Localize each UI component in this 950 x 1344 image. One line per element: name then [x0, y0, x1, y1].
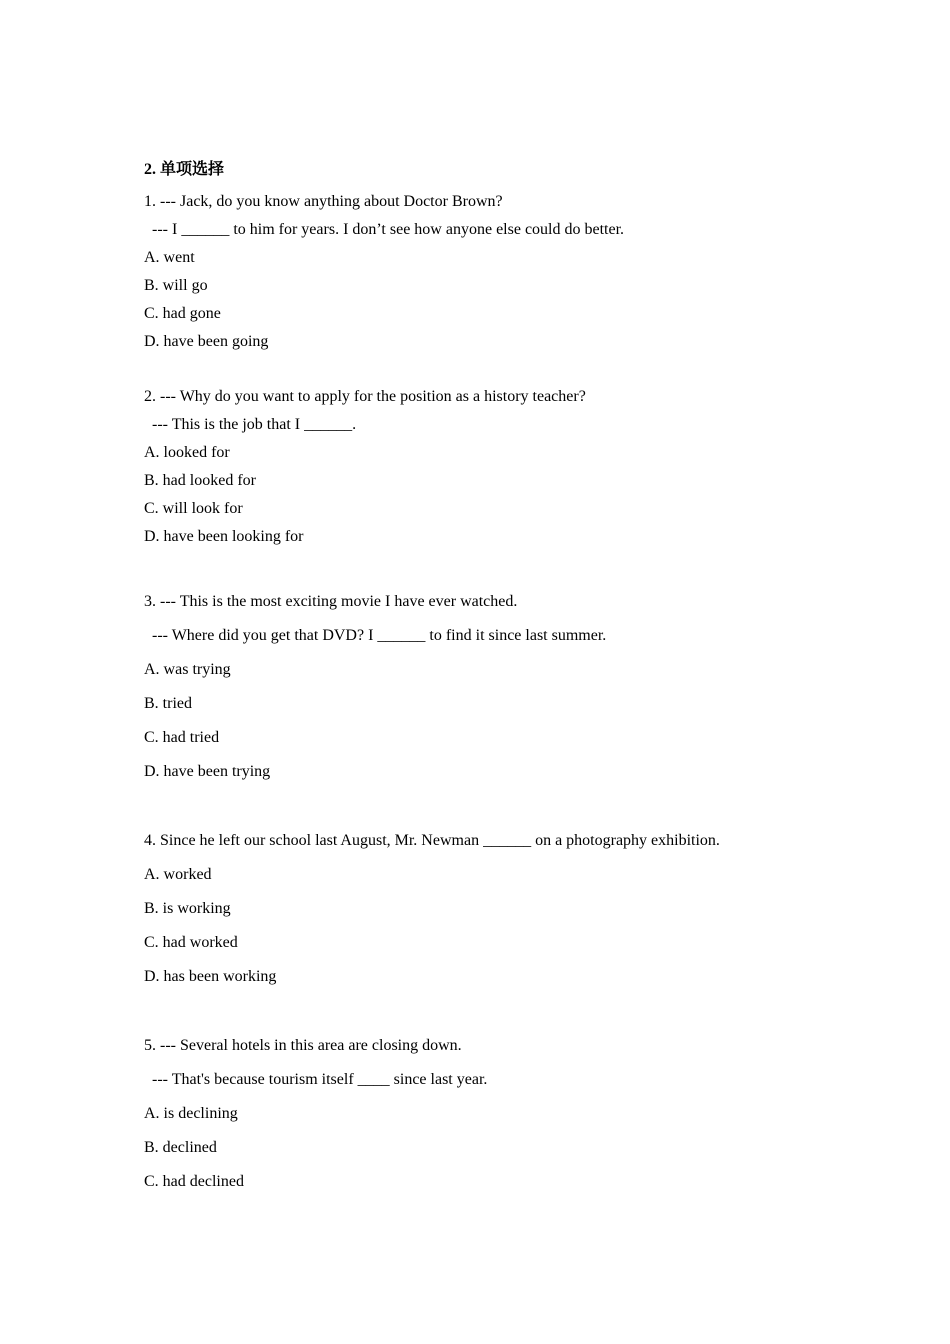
question-3-option-b: B. tried	[144, 695, 192, 712]
question-3-option-a: A. was trying	[144, 661, 231, 678]
question-1-option-b: B. will go	[144, 277, 208, 294]
question-2-option-d: D. have been looking for	[144, 528, 304, 545]
question-2-stem: 2. --- Why do you want to apply for the position as a history teacher?	[144, 388, 586, 405]
question-2-option-a: A. looked for	[144, 444, 230, 461]
question-2-option-b: B. had looked for	[144, 472, 256, 489]
question-4-option-c: C. had worked	[144, 934, 238, 951]
question-5-option-c: C. had declined	[144, 1173, 244, 1190]
question-2-reply: --- This is the job that I ______.	[152, 416, 357, 433]
question-4-option-a: A. worked	[144, 866, 212, 883]
question-1-stem: 1. --- Jack, do you know anything about Doctor Brown?	[144, 193, 503, 210]
question-5-option-b: B. declined	[144, 1139, 217, 1156]
question-1-reply: --- I ______ to him for years. I don’t see how anyone else could do better.	[152, 221, 625, 238]
question-1-option-a: A. went	[144, 249, 195, 266]
question-1-option-d: D. have been going	[144, 333, 269, 350]
section-title: 2. 单项选择	[144, 161, 225, 178]
question-5-stem: 5. --- Several hotels in this area are closing down.	[144, 1037, 462, 1054]
question-2-option-c: C. will look for	[144, 500, 243, 517]
question-4-option-d: D. has been working	[144, 968, 277, 985]
question-1-option-c: C. had gone	[144, 305, 221, 322]
question-3-stem: 3. --- This is the most exciting movie I have ever watched.	[144, 593, 518, 610]
question-5-option-a: A. is declining	[144, 1105, 238, 1122]
question-5-reply: --- That's because tourism itself ____ since last year.	[152, 1071, 488, 1088]
question-4-option-b: B. is working	[144, 900, 231, 917]
question-4-stem: 4. Since he left our school last August, Mr. Newman ______ on a photography exhibition.	[144, 832, 720, 849]
question-3-reply: --- Where did you get that DVD? I ______ to find it since last summer.	[152, 627, 607, 644]
question-3-option-c: C. had tried	[144, 729, 220, 746]
question-3-option-d: D. have been trying	[144, 763, 271, 780]
